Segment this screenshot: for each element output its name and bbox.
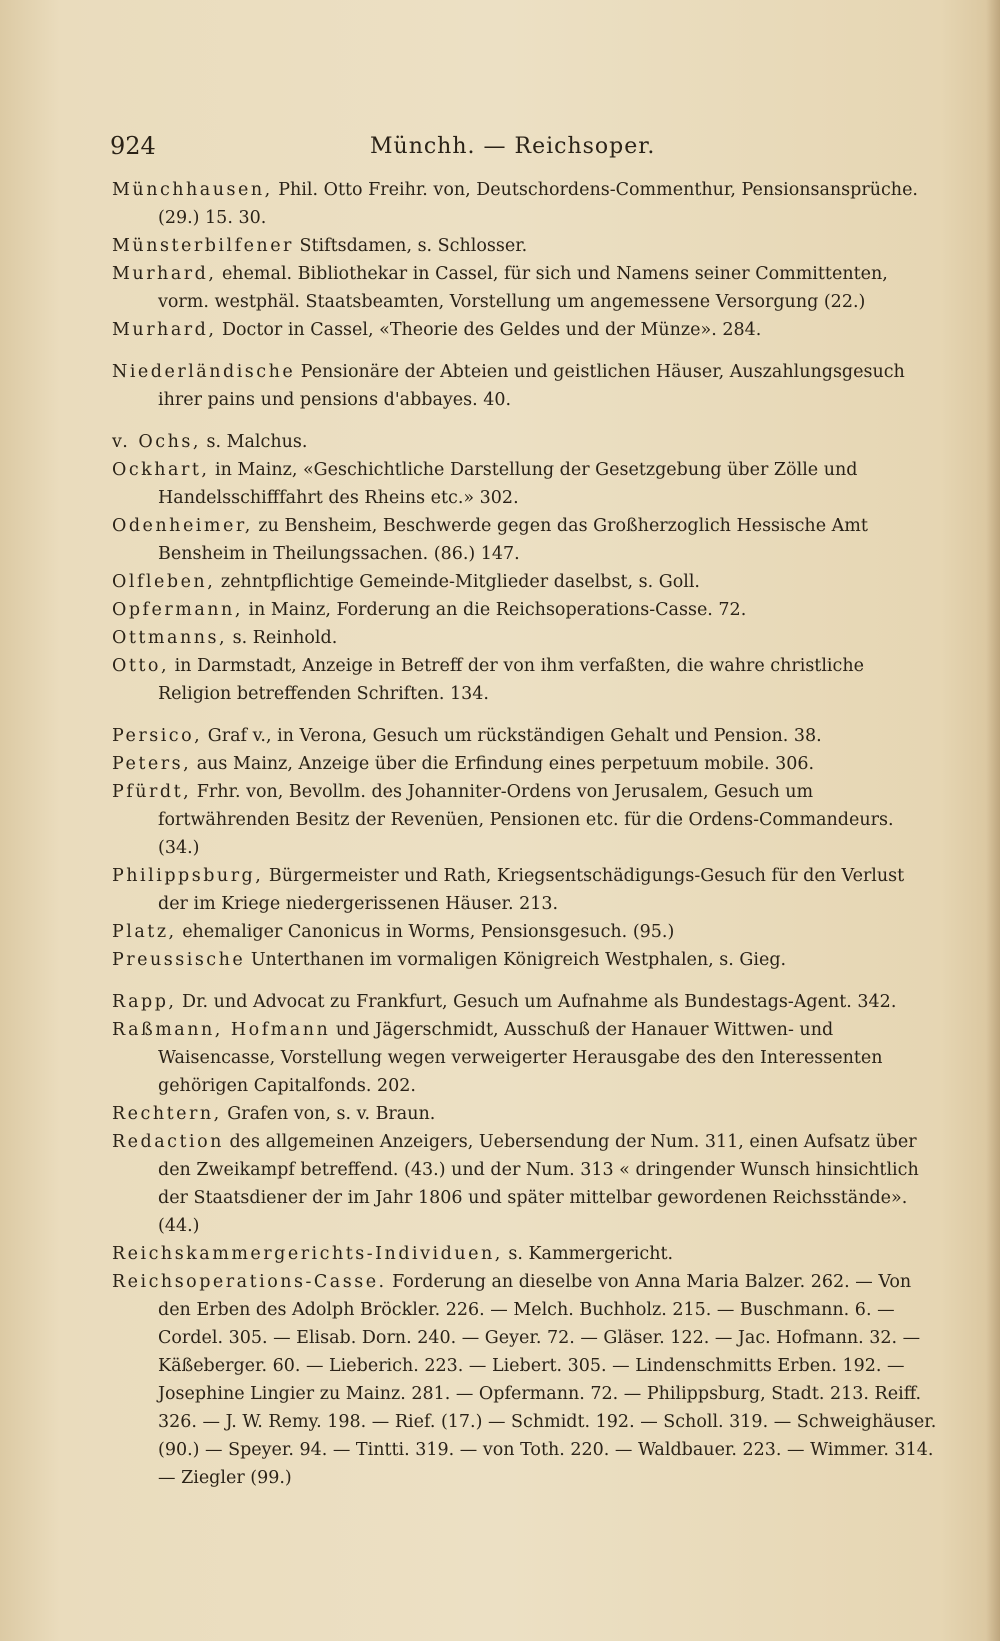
- index-entry: [112, 778, 938, 862]
- index-entry: [112, 862, 938, 918]
- entry-text: Bürgermeister und Rath, Kriegsentschädigungs-Gesuch für den Verlust der im Kriege niedergerissenen Häuser. 213.: [158, 866, 905, 914]
- index-entry: [112, 1128, 938, 1240]
- entry-text: s. Kammergericht.: [502, 1244, 674, 1264]
- entry-head: Murhard,: [112, 320, 217, 340]
- entry-head: Ockhart,: [112, 460, 210, 480]
- index-entry: [112, 918, 938, 946]
- index-entry: [112, 316, 938, 344]
- index-entry: [112, 1016, 938, 1100]
- index-entry: [112, 624, 938, 652]
- entry-text: Unterthanen im vormaligen Königreich Westphalen, s. Gieg.: [245, 950, 787, 970]
- entry-text: Grafen von, s. v. Braun.: [221, 1104, 436, 1124]
- index-entry: [112, 1100, 938, 1128]
- entry-text: Stiftsdamen, s. Schlosser.: [293, 236, 528, 256]
- entry-head: v. Ochs,: [112, 432, 201, 452]
- entry-head: Redaction: [112, 1132, 224, 1152]
- entry-text: Frhr. von, Bevollm. des Johanniter-Ordens von Jerusalem, Gesuch um fortwährenden Besitz der Revenüen, Pensionen etc. für die Ordens-Commandeurs. (34.): [158, 782, 894, 858]
- index-entry: [112, 176, 938, 232]
- entry-text: zu Bensheim, Beschwerde gegen das Großherzoglich Hessische Amt Bensheim in Theilungssachen. (86.) 147.: [158, 516, 868, 564]
- entry-text: Dr. und Advocat zu Frankfurt, Gesuch um Aufnahme als Bundestags-Agent. 342.: [176, 992, 897, 1012]
- entry-text: in Mainz, «Geschichtliche Darstellung der Gesetzgebung über Zölle und Handelsschifffahrt des Rheins etc.» 302.: [158, 460, 858, 508]
- page-header: [110, 132, 940, 166]
- entry-text: ehemaliger Canonicus in Worms, Pensionsgesuch. (95.): [176, 922, 675, 942]
- index-entry: [112, 428, 938, 456]
- entry-head: Persico,: [112, 726, 203, 746]
- page-edge-shadow: [986, 0, 1000, 1641]
- section-gap: [112, 708, 938, 722]
- entry-text: Forderung an dieselbe von Anna Maria Balzer. 262. — Von den Erben des Adolph Bröckler. 226. — Melch. Buchholz. 215. — Buschmann. 6. — Cordel. 305. — Elisab. Dorn. 240. — Geyer. 72. — Gläser. 122. — Jac. Hofmann. 32. — Käßeberger. 60. — Lieberich. 223. — Liebert. 305. — Lindenschmitts Erben. 192. — Josephine Lingier zu Mainz. 281. — Opfermann. 72. — Philippsburg, Stadt. 213. Reiff. 326. — J. W. Remy. 198. — Rief. (17.) — Schmidt. 192. — Scholl. 319. — Schweighäuser. (90.) — Speyer. 94. — Tintti. 319. — von Toth. 220. — Waldbauer. 223. — Wimmer. 314. — Ziegler (99.): [158, 1272, 937, 1488]
- index-entry: [112, 232, 938, 260]
- index-entry: [112, 260, 938, 316]
- section-gap: [112, 974, 938, 988]
- entry-head: Pfürdt,: [112, 782, 192, 802]
- entry-head: Reichskammergerichts-Individuen,: [112, 1244, 503, 1264]
- entry-head: Reichsoperations-Casse.: [112, 1272, 387, 1292]
- index-entry: [112, 358, 938, 414]
- index-entry: [112, 456, 938, 512]
- entry-head: Peters,: [112, 754, 192, 774]
- index-entry: [112, 568, 938, 596]
- index-entry: [112, 512, 938, 568]
- index-entry: [112, 722, 938, 750]
- entry-head: Odenheimer,: [112, 516, 253, 536]
- entry-head: Murhard,: [112, 264, 217, 284]
- index-entry: [112, 1240, 938, 1268]
- entry-text: in Mainz, Forderung an die Reichsoperations-Casse. 72.: [242, 600, 747, 620]
- index-entry: [112, 750, 938, 778]
- entry-head: Platz,: [112, 922, 177, 942]
- index-entries: [112, 176, 938, 1492]
- page-number: 924: [110, 132, 156, 160]
- index-entry: [112, 946, 938, 974]
- entry-head: Rapp,: [112, 992, 177, 1012]
- entry-text: zehntpflichtige Gemeinde-Mitglieder daselbst, s. Goll.: [215, 572, 700, 592]
- section-gap: [112, 414, 938, 428]
- entry-text: in Darmstadt, Anzeige in Betreff der von ihm verfaßten, die wahre christliche Religion betreffenden Schriften. 134.: [158, 656, 864, 704]
- index-entry: [112, 596, 938, 624]
- entry-text: ehemal. Bibliothekar in Cassel, für sich und Namens seiner Committenten, vorm. westphäl. Staatsbeamten, Vorstellung um angemessene Versorgung (22.): [158, 264, 888, 312]
- section-gap: [112, 344, 938, 358]
- entry-text: des allgemeinen Anzeigers, Uebersendung der Num. 311, einen Aufsatz über den Zweikampf betreffend. (43.) und der Num. 313 « dringender Wunsch hinsichtlich der Staatsdiener der im Jahr 1806 und später mittelbar gewordenen Reichsstände». (44.): [158, 1132, 919, 1236]
- entry-head: Olfleben,: [112, 572, 216, 592]
- entry-text: s. Malchus.: [200, 432, 308, 452]
- entry-head: Preussische: [112, 950, 246, 970]
- entry-head: Ottmanns,: [112, 628, 228, 648]
- entry-text: s. Reinhold.: [227, 628, 338, 648]
- entry-text: und Jägerschmidt, Ausschuß der Hanauer Wittwen- und Waisencasse, Vorstellung wegen verweigerter Herausgabe des den Interessenten gehörigen Capitalfonds. 202.: [158, 1020, 883, 1096]
- entry-head: Otto,: [112, 656, 170, 676]
- entry-text: aus Mainz, Anzeige über die Erfindung eines perpetuum mobile. 306.: [191, 754, 815, 774]
- entry-head: Niederländische: [112, 362, 296, 382]
- entry-text: Phil. Otto Freihr. von, Deutschordens-Commenthur, Pensionsansprüche. (29.) 15. 30.: [158, 180, 918, 228]
- entry-text: Graf v., in Verona, Gesuch um rückständigen Gehalt und Pension. 38.: [202, 726, 822, 746]
- entry-head: Münchhausen,: [112, 180, 273, 200]
- entry-head: Raßmann, Hofmann: [112, 1020, 331, 1040]
- index-entry: [112, 1268, 938, 1492]
- entry-head: Rechtern,: [112, 1104, 222, 1124]
- entry-head: Münsterbilfener: [112, 236, 294, 256]
- entry-text: Doctor in Cassel, «Theorie des Geldes und der Münze». 284.: [216, 320, 762, 340]
- entry-text: Pensionäre der Abteien und geistlichen Häuser, Auszahlungsgesuch ihrer pains und pensions d'abbayes. 40.: [158, 362, 905, 410]
- index-entry: [112, 988, 938, 1016]
- entry-head: Philippsburg,: [112, 866, 264, 886]
- running-head: Münchh. — Reichsoper.: [370, 134, 656, 159]
- index-entry: [112, 652, 938, 708]
- entry-head: Opfermann,: [112, 600, 243, 620]
